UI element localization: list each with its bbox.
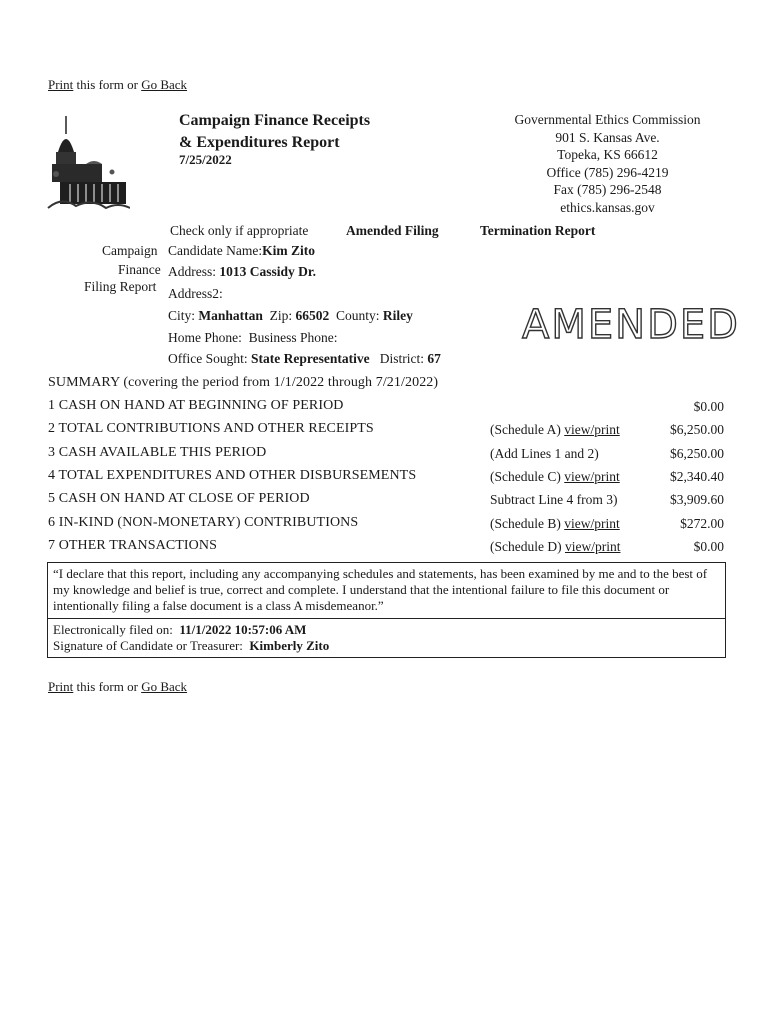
filed-on-value: 11/1/2022 10:57:06 AM [179, 622, 307, 637]
summary-row-amount: $3,909.60 [670, 492, 724, 507]
agency-block [490, 111, 725, 216]
view-print-link[interactable]: view/print [564, 422, 620, 437]
agency-fax: Fax (785) 296-2548 [553, 182, 662, 197]
district-value: 67 [427, 351, 441, 366]
summary-row-schedule [490, 539, 620, 555]
summary-row-schedule [490, 469, 620, 485]
side-label-finance: Finance [118, 262, 161, 277]
summary-row-label: 1 CASH ON HAND AT BEGINNING OF PERIOD [48, 398, 344, 413]
schedule-label: (Schedule C) [490, 469, 565, 484]
signature-value: Kimberly Zito [249, 638, 330, 653]
office-sought-value: State Representative [251, 351, 370, 366]
summary-heading: SUMMARY (covering the period from 1/1/2022 through 7/21/2022) [48, 375, 439, 390]
capitol-seal-icon [46, 112, 130, 212]
summary-row-label: 2 TOTAL CONTRIBUTIONS AND OTHER RECEIPTS [48, 421, 374, 436]
zip-label: Zip: [269, 308, 293, 323]
summary-row-label: 3 CASH AVAILABLE THIS PERIOD [48, 445, 267, 460]
schedule-label: (Schedule D) [490, 539, 565, 554]
phone-row [168, 330, 338, 346]
summary-row-amount: $2,340.40 [670, 469, 724, 484]
view-print-link[interactable]: view/print [564, 469, 620, 484]
check-instruction: Check only if appropriate [170, 223, 309, 238]
report-title [179, 110, 370, 154]
termination-report-label: Termination Report [480, 223, 596, 238]
bottom-nav [48, 679, 187, 695]
signature-label: Signature of Candidate or Treasurer: [53, 638, 243, 653]
city-label: City: [168, 308, 196, 323]
county-value: Riley [382, 308, 413, 323]
address-label: Address: [168, 264, 216, 279]
summary-row-schedule [490, 516, 620, 532]
filing-signature-box [47, 619, 726, 658]
summary-row-schedule [490, 422, 620, 438]
view-print-link[interactable]: view/print [564, 539, 621, 554]
declaration-box [47, 562, 726, 619]
amended-stamp: AMENDED [522, 302, 740, 348]
summary-row-label: 6 IN-KIND (NON-MONETARY) CONTRIBUTIONS [48, 515, 359, 530]
summary-row-label: 4 TOTAL EXPENDITURES AND OTHER DISBURSEMENTS [48, 468, 417, 483]
report-date: 7/25/2022 [179, 152, 232, 167]
report-title-line2: & Expenditures Report [179, 134, 340, 151]
address2-label: Address2: [168, 286, 223, 301]
top-nav [48, 77, 187, 93]
amended-filing-label: Amended Filing [346, 223, 439, 238]
schedule-label: (Schedule A) [490, 422, 565, 437]
schedule-label: (Schedule B) [490, 516, 565, 531]
district-label: District: [379, 351, 424, 366]
candidate-name-label: Candidate Name: [168, 243, 263, 258]
agency-office-phone: Office (785) 296-4219 [546, 164, 669, 180]
filed-on-label: Electronically filed on: [53, 622, 173, 637]
schedule-label: Subtract Line 4 from 3) [490, 492, 618, 507]
summary-row-label: 5 CASH ON HAND AT CLOSE OF PERIOD [48, 491, 310, 506]
go-back-link-bottom[interactable]: Go Back [141, 679, 188, 694]
candidate-name-value: Kim Zito [262, 243, 315, 258]
address-value: 1013 Cassidy Dr. [219, 264, 317, 279]
zip-value: 66502 [295, 308, 330, 323]
view-print-link[interactable]: view/print [564, 516, 620, 531]
agency-website: ethics.kansas.gov [560, 199, 655, 215]
declaration-text: “I declare that this report, including any accompanying schedules and statements, has been examined by me and to the best of my knowledge and belief is true, correct and complete. I understand that the intentional failure to file this document or intentionally filing a false document is a class A misdemeanor.” [53, 566, 708, 613]
candidate-name-row [168, 243, 315, 259]
summary-row-amount: $6,250.00 [670, 446, 724, 461]
summary-row-schedule [490, 446, 599, 462]
city-row [168, 308, 413, 324]
summary-row-label: 7 OTHER TRANSACTIONS [48, 538, 217, 553]
nav-text: this form or [73, 679, 142, 694]
summary-row-schedule [490, 492, 617, 508]
print-link-bottom[interactable]: Print [48, 679, 74, 694]
agency-city: Topeka, KS 66612 [557, 147, 658, 162]
summary-row-amount: $272.00 [680, 516, 724, 531]
signature-row [53, 638, 720, 654]
schedule-label: (Add Lines 1 and 2) [490, 446, 599, 461]
office-sought-label: Office Sought: [168, 351, 248, 366]
side-label-campaign: Campaign [102, 243, 158, 258]
side-label-filing-report: Filing Report [84, 279, 157, 294]
address-row [168, 264, 316, 280]
summary-row-amount: $0.00 [693, 399, 724, 414]
city-value: Manhattan [198, 308, 263, 323]
county-label: County: [336, 308, 380, 323]
summary-row-amount: $6,250.00 [670, 422, 724, 437]
nav-text: this form or [73, 77, 142, 92]
agency-street: 901 S. Kansas Ave. [555, 129, 660, 145]
home-phone-label: Home Phone: [168, 330, 242, 345]
print-link-top[interactable]: Print [48, 77, 74, 92]
agency-name: Governmental Ethics Commission [514, 112, 701, 127]
report-title-line1: Campaign Finance Receipts [179, 112, 371, 129]
filed-on-row [53, 622, 720, 638]
business-phone-label: Business Phone: [248, 330, 338, 345]
office-row [168, 351, 441, 367]
go-back-link-top[interactable]: Go Back [141, 77, 188, 92]
summary-row-amount: $0.00 [693, 539, 724, 554]
